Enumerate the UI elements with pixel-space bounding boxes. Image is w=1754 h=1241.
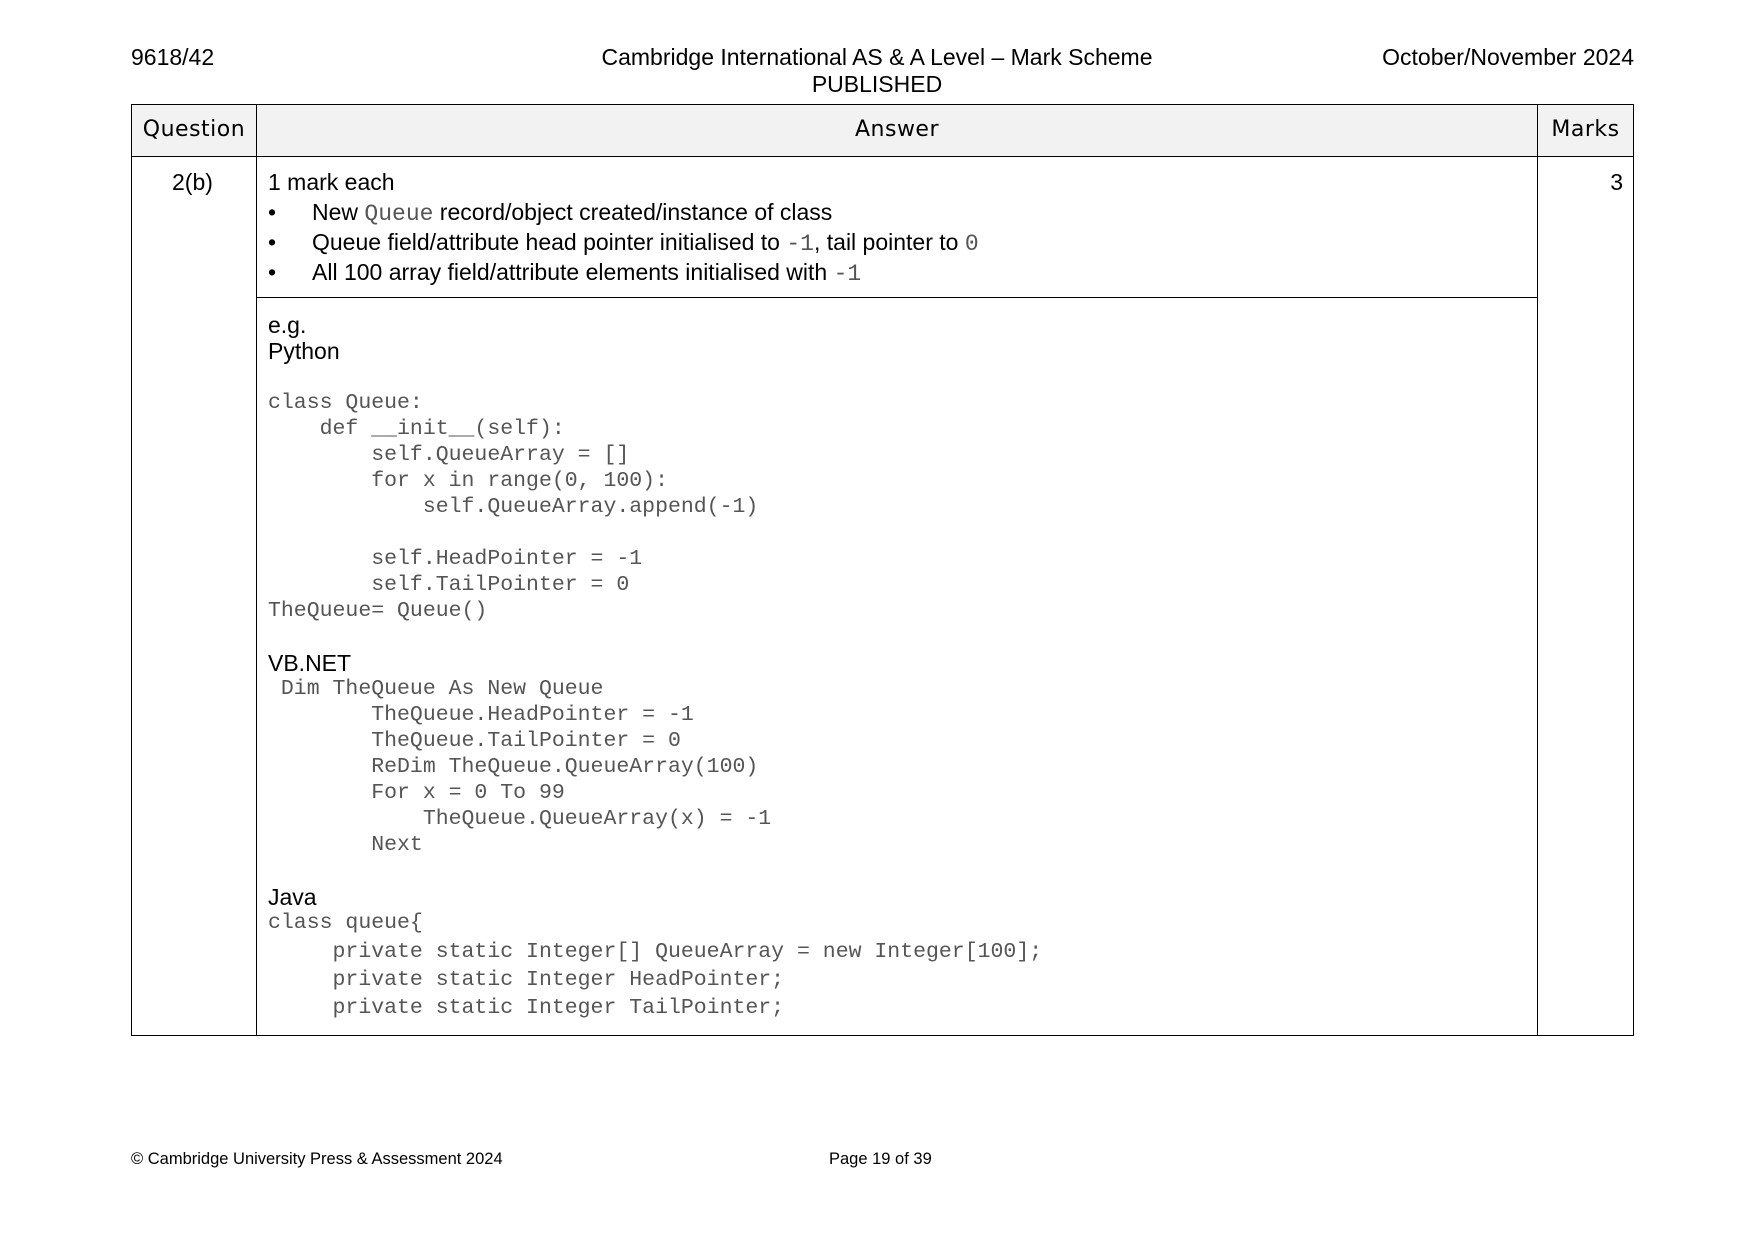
list-item: • New Queue record/object created/instance of class xyxy=(268,199,833,227)
mark-intro: 1 mark each xyxy=(268,169,395,195)
list-item: • Queue field/attribute head pointer initialised to -1, tail pointer to 0 xyxy=(268,229,979,257)
example-answers xyxy=(268,312,1528,1022)
python-code: class Queue: def __init__(self): self.QueueArray = [] for x in range(0, 100): self.QueueArray.append(-1) self.HeadPointer = -1 self.TailPointer = 0 TheQueue= Queue() xyxy=(268,391,759,623)
column-divider xyxy=(1537,105,1538,1035)
marks-value: 3 xyxy=(1610,169,1623,195)
bullet-icon: • xyxy=(268,229,277,255)
java-label: Java xyxy=(268,884,317,910)
vbnet-label: VB.NET xyxy=(268,650,352,676)
document-title: Cambridge International AS & A Level – Mark Scheme xyxy=(601,44,1153,70)
column-divider xyxy=(256,105,257,1035)
column-header-answer: Answer xyxy=(854,117,940,142)
exam-session: October/November 2024 xyxy=(1382,44,1634,70)
inline-code: -1 xyxy=(786,231,814,257)
bullet-icon: • xyxy=(268,259,277,285)
vbnet-code: Dim TheQueue As New Queue TheQueue.HeadPointer = -1 TheQueue.TailPointer = 0 ReDim TheQueue.QueueArray(100) For x = 0 To 99 TheQueue.QueueArray(x) = -1 Next xyxy=(280,677,772,857)
mark-scheme-table xyxy=(131,104,1634,1036)
inline-code: Queue xyxy=(364,201,434,227)
paper-code: 9618/42 xyxy=(131,44,215,70)
java-code: private static Integer[] QueueArray = new Integer[100]; private static Integer HeadPointer; private static Integer TailPointer; xyxy=(332,940,1043,1020)
header-divider xyxy=(132,156,1633,157)
column-header-question: Question xyxy=(142,117,246,142)
python-label: Python xyxy=(268,338,340,364)
column-header-marks: Marks xyxy=(1551,117,1620,142)
inline-code: -1 xyxy=(833,261,862,287)
java-code-class: class queue{ xyxy=(268,911,423,935)
question-number: 2(b) xyxy=(172,169,213,195)
inline-code: 0 xyxy=(964,231,979,257)
example-label: e.g. xyxy=(268,312,307,338)
mark-points xyxy=(268,167,1528,287)
bullet-icon: • xyxy=(268,199,277,225)
page-number: Page 19 of 39 xyxy=(829,1150,932,1168)
answer-divider xyxy=(256,297,1537,298)
document-subtitle: PUBLISHED xyxy=(811,71,943,97)
list-item: • All 100 array field/attribute elements initialised with -1 xyxy=(268,259,862,287)
copyright-notice: © Cambridge University Press & Assessment 2024 xyxy=(131,1150,503,1168)
